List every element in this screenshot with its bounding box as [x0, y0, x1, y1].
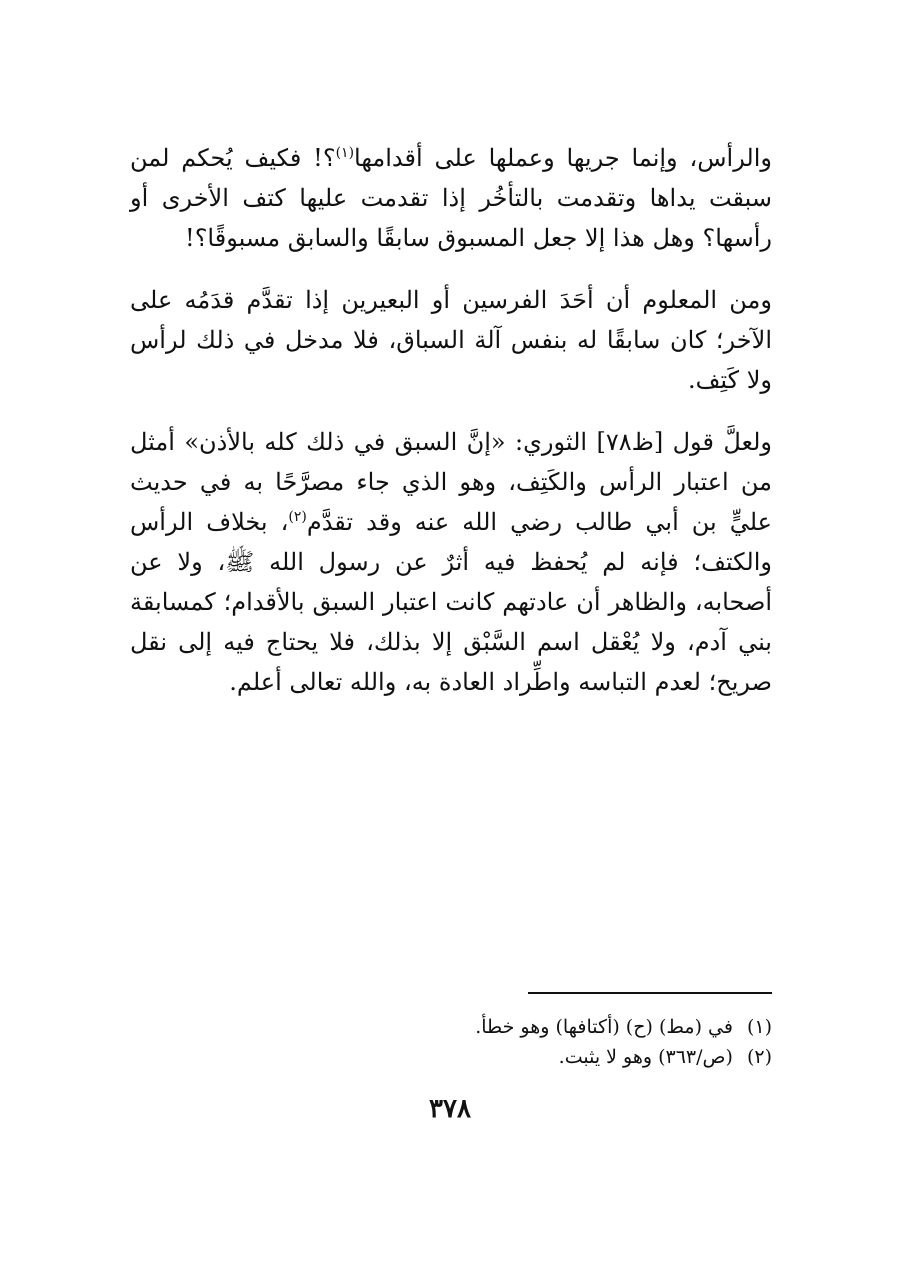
- paragraph-2-text: ومن المعلوم أن أحَدَ الفرسين أو البعيرين إذا تقدَّم قدَمُه على الآخر؛ كان سابقًا له بنفس آلة السباق، فلا مدخل في ذلك لرأس ولا كَتِف.: [130, 286, 772, 394]
- footnote-divider: [528, 992, 772, 994]
- footnote-ref-1: (١): [335, 145, 355, 161]
- paragraph-1: [130, 138, 772, 258]
- footnote-1: [130, 1012, 772, 1042]
- paragraph-3: [130, 422, 772, 702]
- page-number: ٣٧٨: [429, 1094, 471, 1124]
- paragraph-1-text-a: والرأس، وإنما جريها وعملها على أقدامها: [354, 144, 773, 172]
- footnote-ref-2: (٢): [288, 509, 307, 525]
- paragraph-2: [130, 280, 772, 400]
- footnote-1-number: (١): [746, 1016, 772, 1038]
- paragraph-1-text-b: ؟! فكيف يُحكم لمن سبقت يداها وتقدمت بالتأخُر إذا تقدمت عليها كتف الأخرى أو رأسها؟ وهل هذا إلا جعل المسبوق سابقًا والسابق مسبوقًا؟!: [130, 144, 772, 252]
- paragraph-3-text-a: ولعلَّ قول [ظ٧٨] الثوري: «إنَّ السبق في ذلك كله بالأذن» أمثل من اعتبار الرأس والكَتِف، وهو الذي جاء مصرَّحًا به في حديث عليٍّ بن أبي طالب رضي الله عنه وقد تقدَّم: [130, 428, 773, 536]
- paragraph-3-text-b: ، بخلاف الرأس والكتف؛ فإنه لم يُحفظ فيه أثرٌ عن رسول الله ﷺ، ولا عن أصحابه، والظاهر أن عادتهم كانت اعتبار السبق بالأقدام؛ كمسابقة بني آدم، ولا يُعْقل اسم السَّبْق إلا بذلك، فلا يحتاج فيه إلى نقل صريح؛ لعدم التباسه واطِّراد العادة به، والله تعالى أعلم.: [130, 508, 772, 696]
- main-text: [130, 138, 772, 724]
- footnotes: [130, 1012, 772, 1072]
- footnote-2-number: (٢): [746, 1046, 772, 1068]
- footnote-1-text: في (مط) (ح) (أكتافها) وهو خطأ.: [475, 1016, 733, 1038]
- footnote-2: [130, 1042, 772, 1072]
- footnote-2-text: (ص/٣٦٣) وهو لا يثبت.: [558, 1046, 733, 1068]
